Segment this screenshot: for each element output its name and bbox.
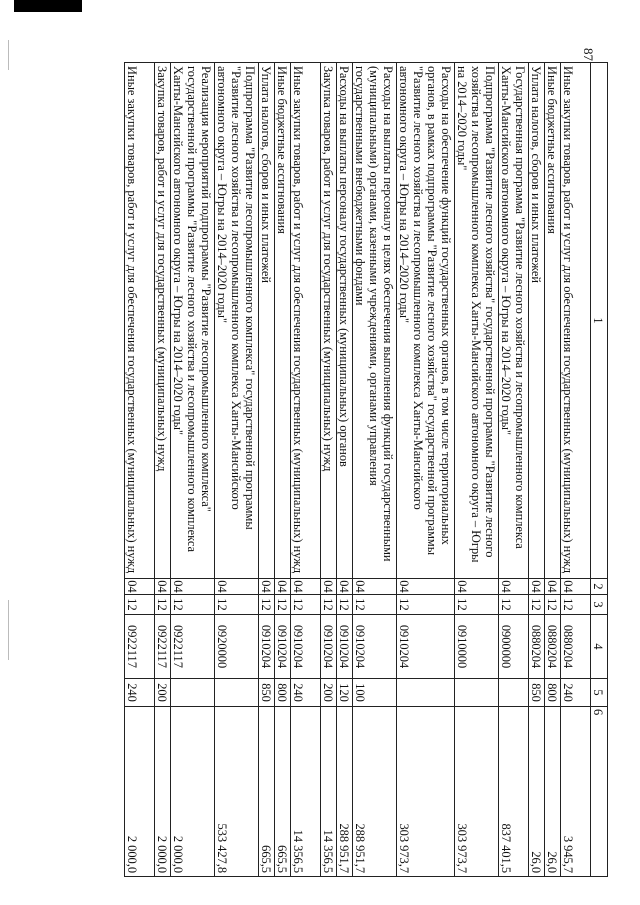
row-name: Уплата налогов, сборов и иных платежей bbox=[529, 63, 545, 579]
row-name: Реализация мероприятий подпрограммы "Развитие лесопромышленного комплекса" государственной программы "Развитие лесного хозяйства и лесопромышленного комплекса Ханты-Мансийского автономного округа – Югры на 2014–2020 годы" bbox=[171, 63, 215, 579]
row-code-c3: 12 bbox=[561, 595, 591, 615]
table-row bbox=[561, 63, 591, 877]
row-name: Иные бюджетные ассигнования bbox=[275, 63, 291, 579]
row-amount: 837 401,5 bbox=[499, 729, 529, 877]
row-name: Уплата налогов, сборов и иных платежей bbox=[259, 63, 275, 579]
row-amount: 26,0 bbox=[545, 729, 561, 877]
row-code-c2: 04 bbox=[155, 580, 169, 593]
row-code-c4: 0920000 bbox=[215, 615, 259, 679]
row-spacer bbox=[171, 707, 215, 729]
header-col-6: 6 bbox=[591, 707, 608, 877]
table-row bbox=[499, 63, 529, 877]
row-code-c4: 0910204 bbox=[397, 615, 455, 679]
row-name: Расходы на обеспечение функций государственных органов, в том числе территориальных органов, в рамках подпрограммы "Развитие лесного хозяйства" государственной программы "Развитие лесного хозяйства и лесопромышленного комплекса Ханты-Мансийского автономного округа – Югры на 2014–2020 годы" bbox=[397, 63, 455, 579]
row-spacer bbox=[291, 707, 321, 729]
row-name: Расходы на выплаты персоналу государственных (муниципальных) органов bbox=[337, 63, 353, 579]
row-spacer bbox=[545, 707, 561, 729]
header-col-5: 5 bbox=[591, 679, 608, 707]
rotated-page-content bbox=[80, 62, 608, 876]
scan-artifact bbox=[8, 600, 9, 660]
table-row bbox=[321, 63, 337, 877]
table-row bbox=[353, 63, 397, 877]
budget-table bbox=[124, 62, 608, 877]
row-name: Иные закупки товаров, работ и услуг для обеспечения государственных (муниципальных) нужд bbox=[125, 63, 155, 579]
row-code-c5: 100 bbox=[353, 679, 397, 707]
row-code-c4: 0922117 bbox=[155, 615, 171, 679]
row-code-c2: 04 bbox=[321, 580, 335, 593]
row-spacer bbox=[353, 707, 397, 729]
row-code-c2: 04 bbox=[171, 579, 215, 595]
row-code-c2: 04 bbox=[545, 580, 559, 593]
row-amount: 2 000,0 bbox=[155, 729, 171, 877]
table-row bbox=[337, 63, 353, 877]
row-amount: 665,5 bbox=[259, 729, 275, 877]
table-body bbox=[125, 63, 591, 877]
table-row bbox=[545, 63, 561, 877]
row-code-c3: 12 bbox=[155, 595, 171, 615]
table-row bbox=[275, 63, 291, 877]
row-code-c4: 0910204 bbox=[259, 615, 275, 679]
row-code-c5: 200 bbox=[155, 679, 171, 707]
row-amount: 14 356,5 bbox=[321, 729, 337, 877]
row-code-c3: 12 bbox=[321, 595, 337, 615]
row-code-c3: 12 bbox=[125, 595, 155, 615]
row-code-c2: 04 bbox=[275, 580, 289, 593]
row-spacer bbox=[125, 707, 155, 729]
row-code-c2: 04 bbox=[529, 580, 543, 593]
row-name: Подпрограмма "Развитие лесопромышленного комплекса" государственной программы "Развитие лесного хозяйства и лесопромышленного комплекса Ханты-Мансийского автономного округа – Югры на 2014–2020 годы" bbox=[215, 63, 259, 579]
page-number: 87 bbox=[581, 48, 596, 61]
row-code-c2: 04 bbox=[353, 579, 397, 595]
row-code-c4: 0922117 bbox=[125, 615, 155, 679]
row-code-c5 bbox=[455, 679, 499, 707]
table-row bbox=[171, 63, 215, 877]
header-col-2: 2 bbox=[591, 579, 608, 595]
row-code-c5: 850 bbox=[259, 679, 275, 707]
row-spacer bbox=[397, 707, 455, 729]
row-code-c2: 04 bbox=[337, 580, 351, 593]
row-code-c5 bbox=[171, 679, 215, 707]
table-row bbox=[529, 63, 545, 877]
row-name: Закупка товаров, работ и услуг для государственных (муниципальных) нужд bbox=[155, 63, 171, 579]
row-spacer bbox=[561, 707, 591, 729]
table-row bbox=[155, 63, 171, 877]
row-amount: 3 945,7 bbox=[561, 729, 591, 877]
row-name: Расходы на выплаты персоналу в целях обеспечения выполнения функций государственными (муниципальными) органами, казенными учреждениями, органами управления государственными внебюджетными фондами bbox=[353, 63, 397, 579]
row-code-c3: 12 bbox=[397, 595, 455, 615]
table-row bbox=[215, 63, 259, 877]
row-name: Государственная программа "Развитие лесного хозяйства и лесопромышленного комплекса Ханты-Мансийского автономного округа – Югры на 2014–2020 годы" bbox=[499, 63, 529, 579]
row-code-c5: 850 bbox=[529, 679, 545, 707]
row-code-c5: 240 bbox=[125, 679, 155, 707]
row-code-c2: 04 bbox=[215, 579, 259, 595]
row-code-c3: 12 bbox=[291, 595, 321, 615]
table-header-row bbox=[591, 63, 608, 877]
row-name: Закупка товаров, работ и услуг для государственных (муниципальных) нужд bbox=[321, 63, 337, 579]
row-code-c5 bbox=[215, 679, 259, 707]
row-code-c3: 12 bbox=[499, 595, 529, 615]
row-spacer bbox=[155, 707, 171, 729]
row-code-c3: 12 bbox=[353, 595, 397, 615]
row-code-c3: 12 bbox=[171, 595, 215, 615]
row-code-c3: 12 bbox=[275, 595, 291, 615]
row-code-c4: 0910204 bbox=[321, 615, 337, 679]
row-amount: 2 000,0 bbox=[171, 729, 215, 877]
row-code-c5: 240 bbox=[561, 679, 591, 707]
row-code-c3: 12 bbox=[259, 595, 275, 615]
scan-artifact bbox=[8, 40, 9, 70]
row-code-c2: 04 bbox=[499, 579, 529, 595]
row-amount: 2 000,0 bbox=[125, 729, 155, 877]
header-col-1: 1 bbox=[591, 63, 608, 579]
row-code-c3: 12 bbox=[455, 595, 499, 615]
row-code-c3: 12 bbox=[215, 595, 259, 615]
row-code-c3: 12 bbox=[337, 595, 353, 615]
row-code-c4: 0910204 bbox=[275, 615, 291, 679]
row-code-c4: 0910204 bbox=[291, 615, 321, 679]
header-col-3: 3 bbox=[591, 595, 608, 615]
row-name: Подпрограмма "Развитие лесного хозяйства" государственной программы "Развитие лесного хозяйства и лесопромышленного комплекса Ханты-Мансийского автономного округа – Югры на 2014–2020 годы" bbox=[455, 63, 499, 579]
row-code-c3: 12 bbox=[529, 595, 545, 615]
table-row bbox=[259, 63, 275, 877]
row-code-c3: 12 bbox=[545, 595, 561, 615]
row-code-c4: 0880204 bbox=[529, 615, 545, 679]
row-amount: 288 951,7 bbox=[353, 729, 397, 877]
scan-corner-mark bbox=[14, 0, 82, 12]
table-row bbox=[291, 63, 321, 877]
row-name: Иные бюджетные ассигнования bbox=[545, 63, 561, 579]
row-spacer bbox=[499, 707, 529, 729]
row-code-c5 bbox=[499, 679, 529, 707]
row-amount: 288 951,7 bbox=[337, 729, 353, 877]
row-spacer bbox=[529, 707, 545, 729]
row-spacer bbox=[455, 707, 499, 729]
row-code-c2: 04 bbox=[125, 579, 155, 595]
row-amount: 14 356,5 bbox=[291, 729, 321, 877]
row-code-c2: 04 bbox=[561, 579, 591, 595]
row-code-c4: 0922117 bbox=[171, 615, 215, 679]
row-amount: 533 427,8 bbox=[215, 729, 259, 877]
row-spacer bbox=[275, 707, 291, 729]
row-amount: 303 973,7 bbox=[455, 729, 499, 877]
row-amount: 303 973,7 bbox=[397, 729, 455, 877]
row-code-c4: 0910000 bbox=[455, 615, 499, 679]
table-row bbox=[455, 63, 499, 877]
header-col-4: 4 bbox=[591, 615, 608, 679]
row-code-c5: 800 bbox=[545, 679, 561, 707]
row-code-c5 bbox=[397, 679, 455, 707]
row-code-c5: 200 bbox=[321, 679, 337, 707]
row-code-c2: 04 bbox=[259, 580, 273, 593]
row-amount: 665,5 bbox=[275, 729, 291, 877]
row-amount: 26,0 bbox=[529, 729, 545, 877]
row-code-c4: 0880204 bbox=[545, 615, 561, 679]
row-code-c4: 0910204 bbox=[353, 615, 397, 679]
table-row bbox=[125, 63, 155, 877]
row-name: Иные закупки товаров, работ и услуг для обеспечения государственных (муниципальных) нужд bbox=[291, 63, 321, 579]
row-code-c4: 0880204 bbox=[561, 615, 591, 679]
row-spacer bbox=[337, 707, 353, 729]
row-spacer bbox=[215, 707, 259, 729]
row-spacer bbox=[259, 707, 275, 729]
row-name: Иные закупки товаров, работ и услуг для обеспечения государственных (муниципальных) нужд bbox=[561, 63, 591, 579]
row-code-c4: 0900000 bbox=[499, 615, 529, 679]
row-code-c2: 04 bbox=[397, 579, 455, 595]
row-code-c2: 04 bbox=[291, 579, 321, 595]
row-code-c5: 800 bbox=[275, 679, 291, 707]
table-row bbox=[397, 63, 455, 877]
row-spacer bbox=[321, 707, 337, 729]
row-code-c5: 120 bbox=[337, 679, 353, 707]
row-code-c4: 0910204 bbox=[337, 615, 353, 679]
row-code-c2: 04 bbox=[455, 579, 499, 595]
row-code-c5: 240 bbox=[291, 679, 321, 707]
